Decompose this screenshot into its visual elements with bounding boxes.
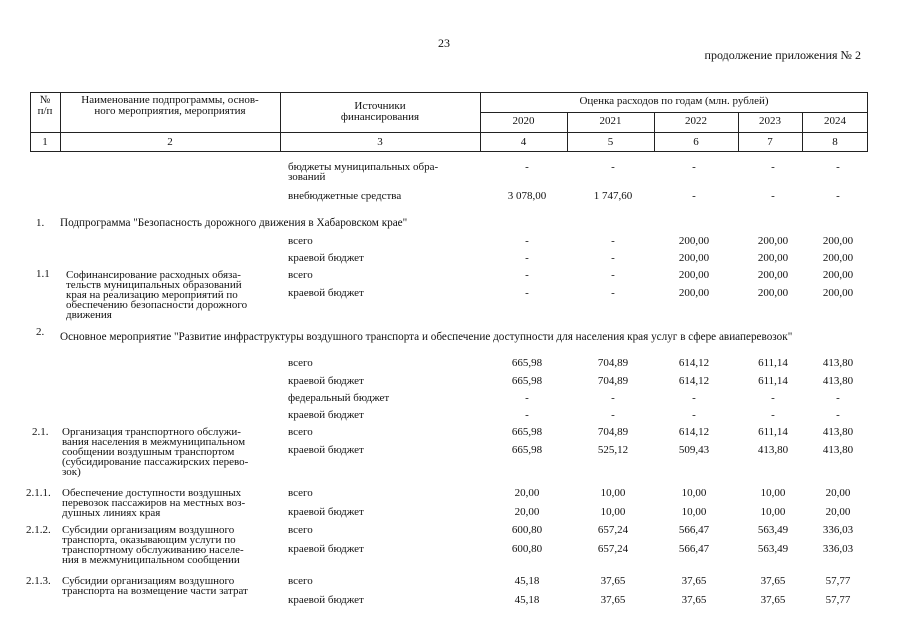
row-value: 611,14 [758,426,788,438]
row-value: 10,00 [600,487,626,499]
row-value: 600,80 [511,524,543,536]
row-value: 200,00 [757,269,789,281]
row-source: всего [288,357,313,369]
row-value: 665,98 [511,375,543,387]
row-value: - [611,161,615,173]
row-source: краевой бюджет [288,252,364,264]
row-value: 704,89 [597,375,629,387]
row-value: - [525,235,529,247]
row-value: - [692,190,696,202]
row-source: краевой бюджет [288,594,364,606]
row-source: всего [288,487,313,499]
row-value: 200,00 [757,252,789,264]
row-value: 37,65 [681,594,707,606]
row-source: краевой бюджет [288,444,364,456]
row-value: 611,14 [758,357,788,369]
header-colnum: 7 [767,136,773,148]
row-value: 37,65 [600,594,626,606]
row-source: краевой бюджет [288,409,364,421]
row-value: - [611,409,615,421]
row-value: 413,80 [822,357,854,369]
row-value: 37,65 [760,575,786,587]
row-value: 200,00 [822,287,854,299]
row-value: - [771,409,775,421]
row-value: 200,00 [757,287,789,299]
row-value: - [525,161,529,173]
row-value: 57,77 [825,575,851,587]
header-year: 2021 [599,115,622,127]
row-value: 566,47 [678,524,710,536]
row-source: краевой бюджет [288,543,364,555]
header-colnum: 6 [693,136,699,148]
row-source: краевой бюджет [288,506,364,518]
row-value: - [611,269,615,281]
row-source: всего [288,524,313,536]
row-value: 665,98 [511,357,543,369]
row-value: 200,00 [678,269,710,281]
row-value: - [692,409,696,421]
row-value: - [611,235,615,247]
row-value: 45,18 [514,575,540,587]
row-value: 10,00 [681,506,707,518]
header-year: 2020 [512,115,535,127]
row-value: 413,80 [822,444,854,456]
section-index: 1. [36,217,45,229]
row-value: 10,00 [681,487,707,499]
row-value: 20,00 [514,506,540,518]
row-value: - [836,190,840,202]
row-value: 563,49 [757,543,789,555]
row-value: - [771,161,775,173]
row-source: всего [288,426,313,438]
row-value: 413,80 [822,375,854,387]
row-value: 336,03 [822,543,854,555]
row-value: - [836,409,840,421]
item-name: Субсидии организациям воздушного транспорта, оказывающим услуги по транспортному обслуживанию населе- ния в межмуниципальном сообщении [62,524,244,566]
header-col-estimate: Оценка расходов по годам (млн. рублей) [579,95,769,107]
row-value: 336,03 [822,524,854,536]
row-source: бюджеты муниципальных обра- зований [288,161,439,183]
header-year: 2022 [685,115,707,127]
row-value: 20,00 [514,487,540,499]
row-value: 20,00 [825,487,851,499]
row-source: всего [288,575,313,587]
row-value: 200,00 [822,252,854,264]
row-value: 600,80 [511,543,543,555]
row-source: всего [288,235,313,247]
row-value: 704,89 [597,357,629,369]
row-value: 10,00 [600,506,626,518]
row-value: - [611,252,615,264]
row-value: 57,77 [825,594,851,606]
item-index: 2.1.1. [26,487,51,499]
header-year: 2023 [759,115,781,127]
continuation-note: продолжение приложения № 2 [704,48,861,62]
row-value: - [525,287,529,299]
row-value: 657,24 [597,543,629,555]
row-value: - [525,392,529,404]
item-name: Софинансирование расходных обяза- тельств муниципальных образований края на реализацию мероприятий по обеспечению безопасности дорожного движения [66,269,248,321]
row-value: - [692,161,696,173]
row-value: 200,00 [757,235,789,247]
row-value: - [525,409,529,421]
section-title: Основное мероприятие "Развитие инфраструктуры воздушного транспорта и обеспечение доступности для населения края услуг в сфере авиаперевозок" [60,331,793,343]
header-col-name: Наименование подпрограммы, основ- ного мероприятия, мероприятия [81,94,259,117]
table-header [30,92,868,152]
item-index: 2.1.2. [26,524,51,536]
row-value: 614,12 [678,426,710,438]
header-colnum: 2 [167,136,173,148]
row-value: 1 747,60 [593,190,633,202]
header-col-no: № п/п [37,94,53,117]
row-value: 614,12 [678,375,710,387]
row-value: 200,00 [678,252,710,264]
row-value: 37,65 [681,575,707,587]
row-source: федеральный бюджет [288,392,390,404]
row-value: 665,98 [511,444,543,456]
row-value: - [692,392,696,404]
row-value: 413,80 [757,444,789,456]
row-value: 37,65 [600,575,626,587]
row-value: 3 078,00 [507,190,547,202]
row-value: 10,00 [760,487,786,499]
row-value: 525,12 [597,444,629,456]
row-value: 563,49 [757,524,789,536]
row-value: 45,18 [514,594,540,606]
row-value: 200,00 [822,269,854,281]
header-colnum: 3 [377,136,383,148]
row-value: 200,00 [822,235,854,247]
row-value: - [771,392,775,404]
section-title: Подпрограмма "Безопасность дорожного движения в Хабаровском крае" [60,217,408,229]
item-index: 2.1. [32,426,49,438]
row-value: - [525,269,529,281]
header-colnum: 5 [607,136,614,148]
row-value: 665,98 [511,426,543,438]
row-value: - [525,252,529,264]
row-value: 704,89 [597,426,629,438]
item-name: Обеспечение доступности воздушных перевозок пассажиров на местных воз- душных линиях края [62,487,246,519]
row-value: 37,65 [760,594,786,606]
row-source: краевой бюджет [288,287,364,299]
row-source: краевой бюджет [288,375,364,387]
item-name: Субсидии организациям воздушного транспорта на возмещение части затрат [62,575,248,597]
row-value: 413,80 [822,426,854,438]
header-colnum: 4 [520,136,527,148]
row-source: внебюджетные средства [288,190,402,202]
item-index: 2.1.3. [26,575,51,587]
row-value: 509,43 [678,444,710,456]
row-value: 200,00 [678,287,710,299]
row-source: всего [288,269,313,281]
section-index: 2. [36,326,45,338]
header-colnum: 8 [832,136,838,148]
row-value: 657,24 [597,524,629,536]
row-value: 611,14 [758,375,788,387]
row-value: 10,00 [760,506,786,518]
item-name: Организация транспортного обслужи- вания населения в межмуниципальном сообщении воздушным транспортом (субсидирование пассажирских перево- зок) [62,426,249,478]
row-value: - [836,161,840,173]
row-value: 614,12 [678,357,710,369]
item-index: 1.1 [36,268,50,280]
header-colnum: 1 [42,136,48,148]
row-value: - [611,392,615,404]
row-value: - [836,392,840,404]
header-col-source: Источники финансирования [340,100,420,123]
header-year: 2024 [824,115,846,127]
row-value: - [611,287,615,299]
page-number: 23 [438,36,450,50]
row-value: 20,00 [825,506,851,518]
row-value: - [771,190,775,202]
row-value: 200,00 [678,235,710,247]
row-value: 566,47 [678,543,710,555]
